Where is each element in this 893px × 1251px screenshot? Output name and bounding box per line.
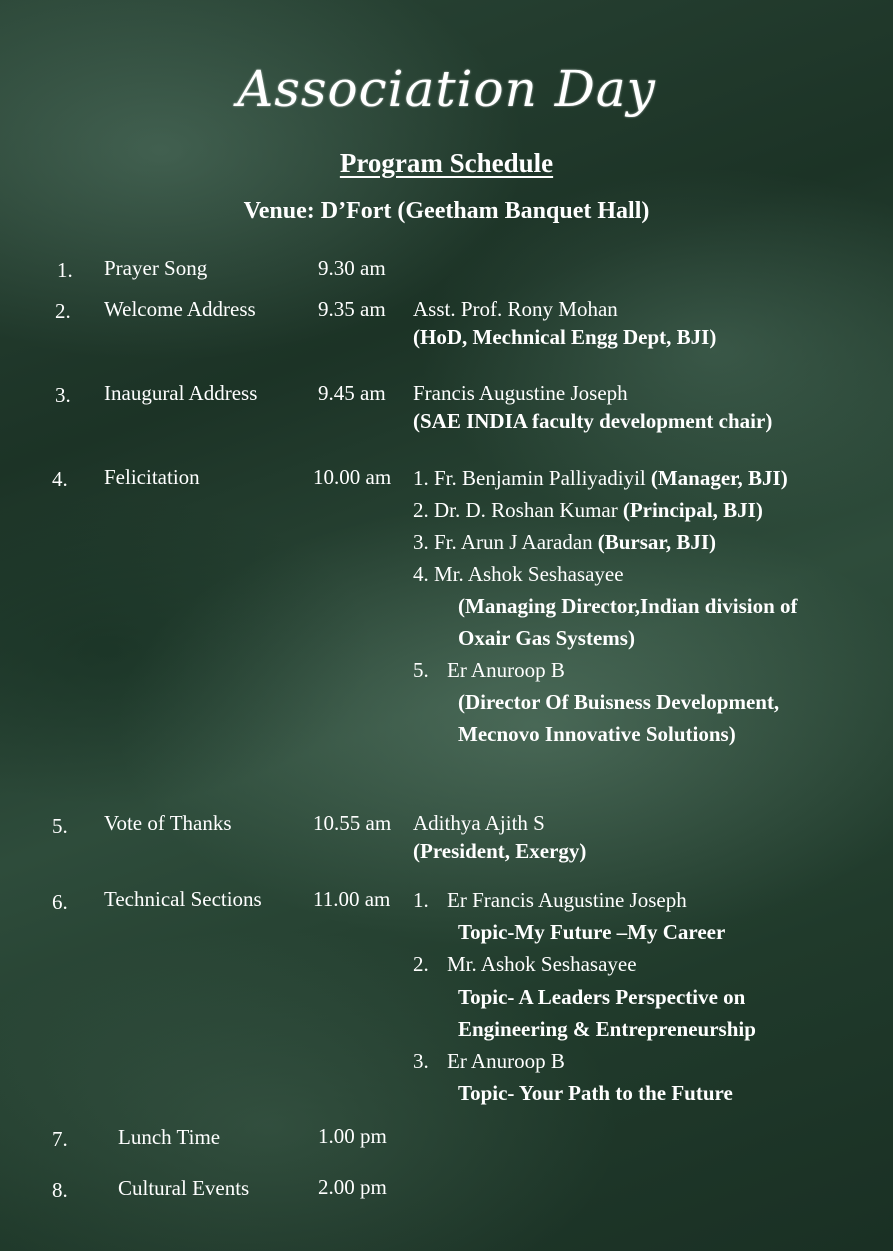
item-number: 6. bbox=[52, 890, 68, 914]
person-name: 1. Fr. Benjamin Palliyadiyil bbox=[413, 466, 646, 490]
event-name: Lunch Time bbox=[118, 1125, 221, 1149]
person-name: Er Anuroop B bbox=[447, 658, 565, 682]
item-number: 7. bbox=[52, 1127, 68, 1151]
list-marker: 5. bbox=[413, 658, 429, 682]
event-time: 2.00 pm bbox=[318, 1175, 387, 1199]
list-marker: 1. bbox=[413, 888, 429, 912]
item-number: 1. bbox=[57, 258, 73, 282]
event-name: Inaugural Address bbox=[104, 381, 258, 405]
page-subtitle: Program Schedule bbox=[339, 148, 554, 178]
topic-title: Topic- A Leaders Perspective on bbox=[458, 985, 746, 1009]
event-name: Prayer Song bbox=[104, 256, 208, 280]
list-marker: 2. bbox=[413, 952, 429, 976]
item-number: 2. bbox=[55, 299, 71, 323]
page-title: Association Day bbox=[237, 60, 656, 118]
topic-title: Topic- Your Path to the Future bbox=[458, 1081, 733, 1105]
person-name: 3. Fr. Arun J Aaradan bbox=[413, 530, 593, 554]
topic-title: Topic-My Future –My Career bbox=[458, 920, 726, 944]
person-role: (Director Of Buisness Development, bbox=[458, 690, 780, 714]
event-time: 9.30 am bbox=[318, 256, 386, 280]
speaker-role: (President, Exergy) bbox=[413, 839, 587, 863]
speaker-name: Er Anuroop B bbox=[447, 1049, 565, 1073]
person-role: (Bursar, BJI) bbox=[597, 530, 716, 554]
event-time: 9.35 am bbox=[318, 297, 386, 321]
person-role: (Manager, BJI) bbox=[650, 466, 788, 490]
speaker-name: Er Francis Augustine Joseph bbox=[447, 888, 687, 912]
felicitation-item bbox=[413, 466, 788, 491]
item-number: 3. bbox=[55, 383, 71, 407]
felicitation-item bbox=[413, 498, 763, 523]
list-marker: 3. bbox=[413, 1049, 429, 1073]
person-role: (Managing Director,Indian division of bbox=[458, 594, 798, 618]
felicitation-item bbox=[413, 530, 716, 555]
speaker-name: Francis Augustine Joseph bbox=[413, 381, 628, 405]
person-role: (Principal, BJI) bbox=[622, 498, 763, 522]
item-number: 4. bbox=[52, 467, 68, 491]
speaker-role: (HoD, Mechnical Engg Dept, BJI) bbox=[413, 325, 717, 349]
event-time: 1.00 pm bbox=[318, 1124, 387, 1148]
event-time: 10.00 am bbox=[313, 465, 392, 489]
event-time: 11.00 am bbox=[313, 887, 391, 911]
speaker-name: Adithya Ajith S bbox=[413, 811, 545, 835]
person-role: Mecnovo Innovative Solutions) bbox=[458, 722, 736, 746]
venue-line: Venue: D’Fort (Geetham Banquet Hall) bbox=[243, 198, 650, 224]
event-name: Welcome Address bbox=[104, 297, 256, 321]
speaker-name: Asst. Prof. Rony Mohan bbox=[413, 297, 618, 321]
person-name: 4. Mr. Ashok Seshasayee bbox=[413, 562, 624, 586]
speaker-role: (SAE INDIA faculty development chair) bbox=[413, 409, 773, 433]
item-number: 5. bbox=[52, 814, 68, 838]
event-name: Vote of Thanks bbox=[104, 811, 232, 835]
item-number: 8. bbox=[52, 1178, 68, 1202]
event-time: 10.55 am bbox=[313, 811, 392, 835]
event-name: Felicitation bbox=[104, 465, 200, 489]
person-role: Oxair Gas Systems) bbox=[458, 626, 635, 650]
person-name: 2. Dr. D. Roshan Kumar bbox=[413, 498, 618, 522]
event-name: Cultural Events bbox=[118, 1176, 250, 1200]
event-time: 9.45 am bbox=[318, 381, 386, 405]
topic-title: Engineering & Entrepreneurship bbox=[458, 1017, 756, 1041]
speaker-name: Mr. Ashok Seshasayee bbox=[447, 952, 637, 976]
event-name: Technical Sections bbox=[104, 887, 262, 911]
